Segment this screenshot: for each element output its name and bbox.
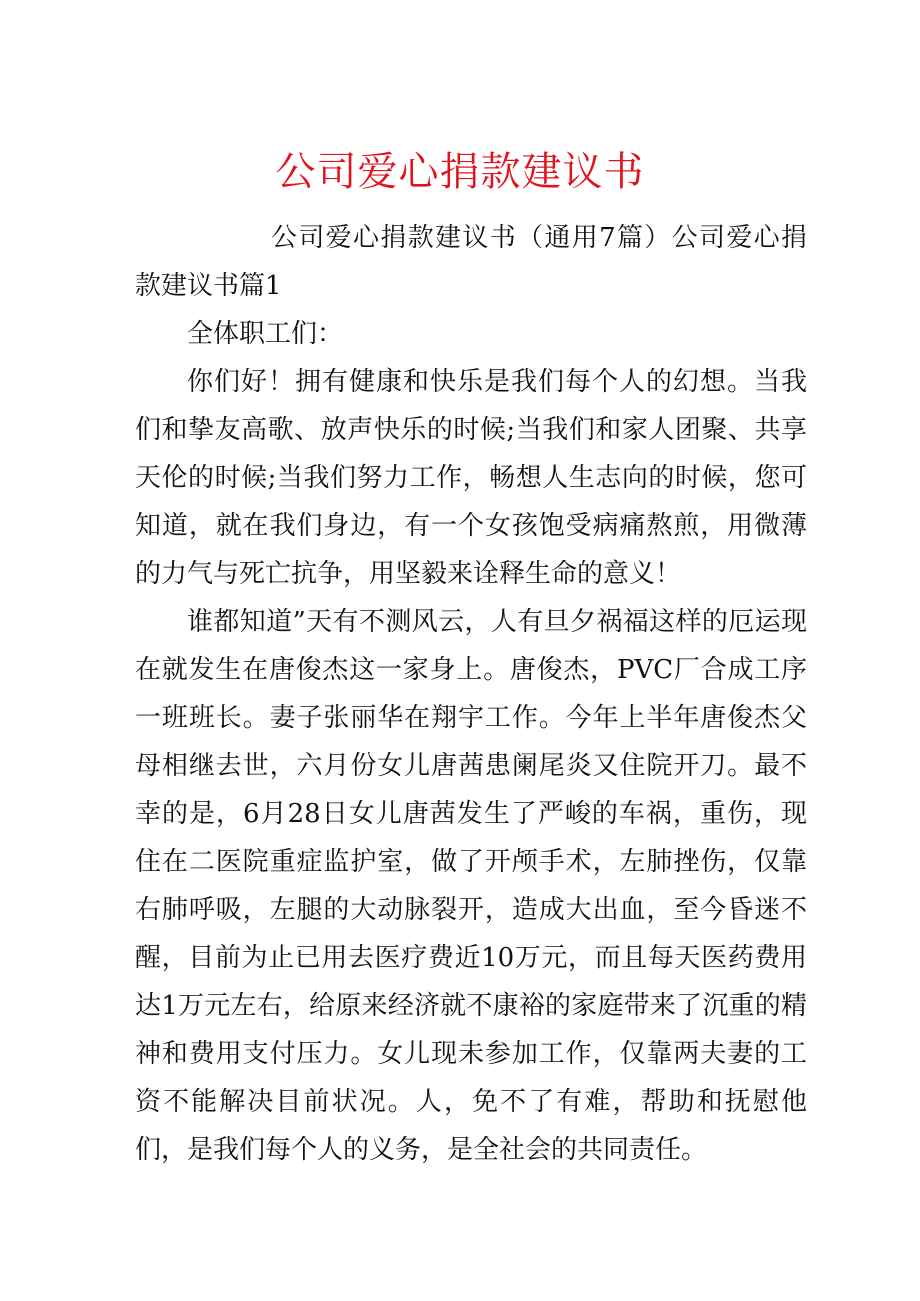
salutation-paragraph: 全体职工们： <box>187 319 344 349</box>
greeting-paragraph: 你们好！拥有健康和快乐是我们每个人的幻想。当我们和挚友高歌、放声快乐的时候;当我们和家人团聚、共享天伦的时候;当我们努力工作，畅想人生志向的时候，您可知道，就在我们身边，有一个女孩饱受病痛熬煎，用微薄的力气与死亡抗争，用坚毅来诠释生命的意义！ <box>135 367 807 589</box>
document-body <box>135 214 807 1174</box>
document-title: 公司爱心捐款建议书 <box>275 149 645 195</box>
subtitle-paragraph: 公司爱心捐款建议书（通用7篇）公司爱心捐款建议书篇1 <box>135 223 807 301</box>
story-paragraph: 谁都知道”天有不测风云，人有旦夕祸福这样的厄运现在就发生在唐俊杰这一家身上。唐俊杰，PVC厂合成工序一班班长。妻子张丽华在翔宇工作。今年上半年唐俊杰父母相继去世，六月份女儿唐茜患阑尾炎又住院开刀。最不幸的是，6月28日女儿唐茜发生了严峻的车祸，重伤，现住在二医院重症监护室，做了开颅手术，左肺挫伤，仅靠右肺呼吸，左腿的大动脉裂开，造成大出血，至今昏迷不醒，目前为止已用去医疗费近10万元，而且每天医药费用达1万元左右，给原来经济就不康裕的家庭带来了沉重的精神和费用支付压力。女儿现未参加工作，仅靠两夫妻的工资不能解决目前状况。人，免不了有难，帮助和抚慰他们，是我们每个人的义务，是全社会的共同责任。 <box>135 607 807 1165</box>
